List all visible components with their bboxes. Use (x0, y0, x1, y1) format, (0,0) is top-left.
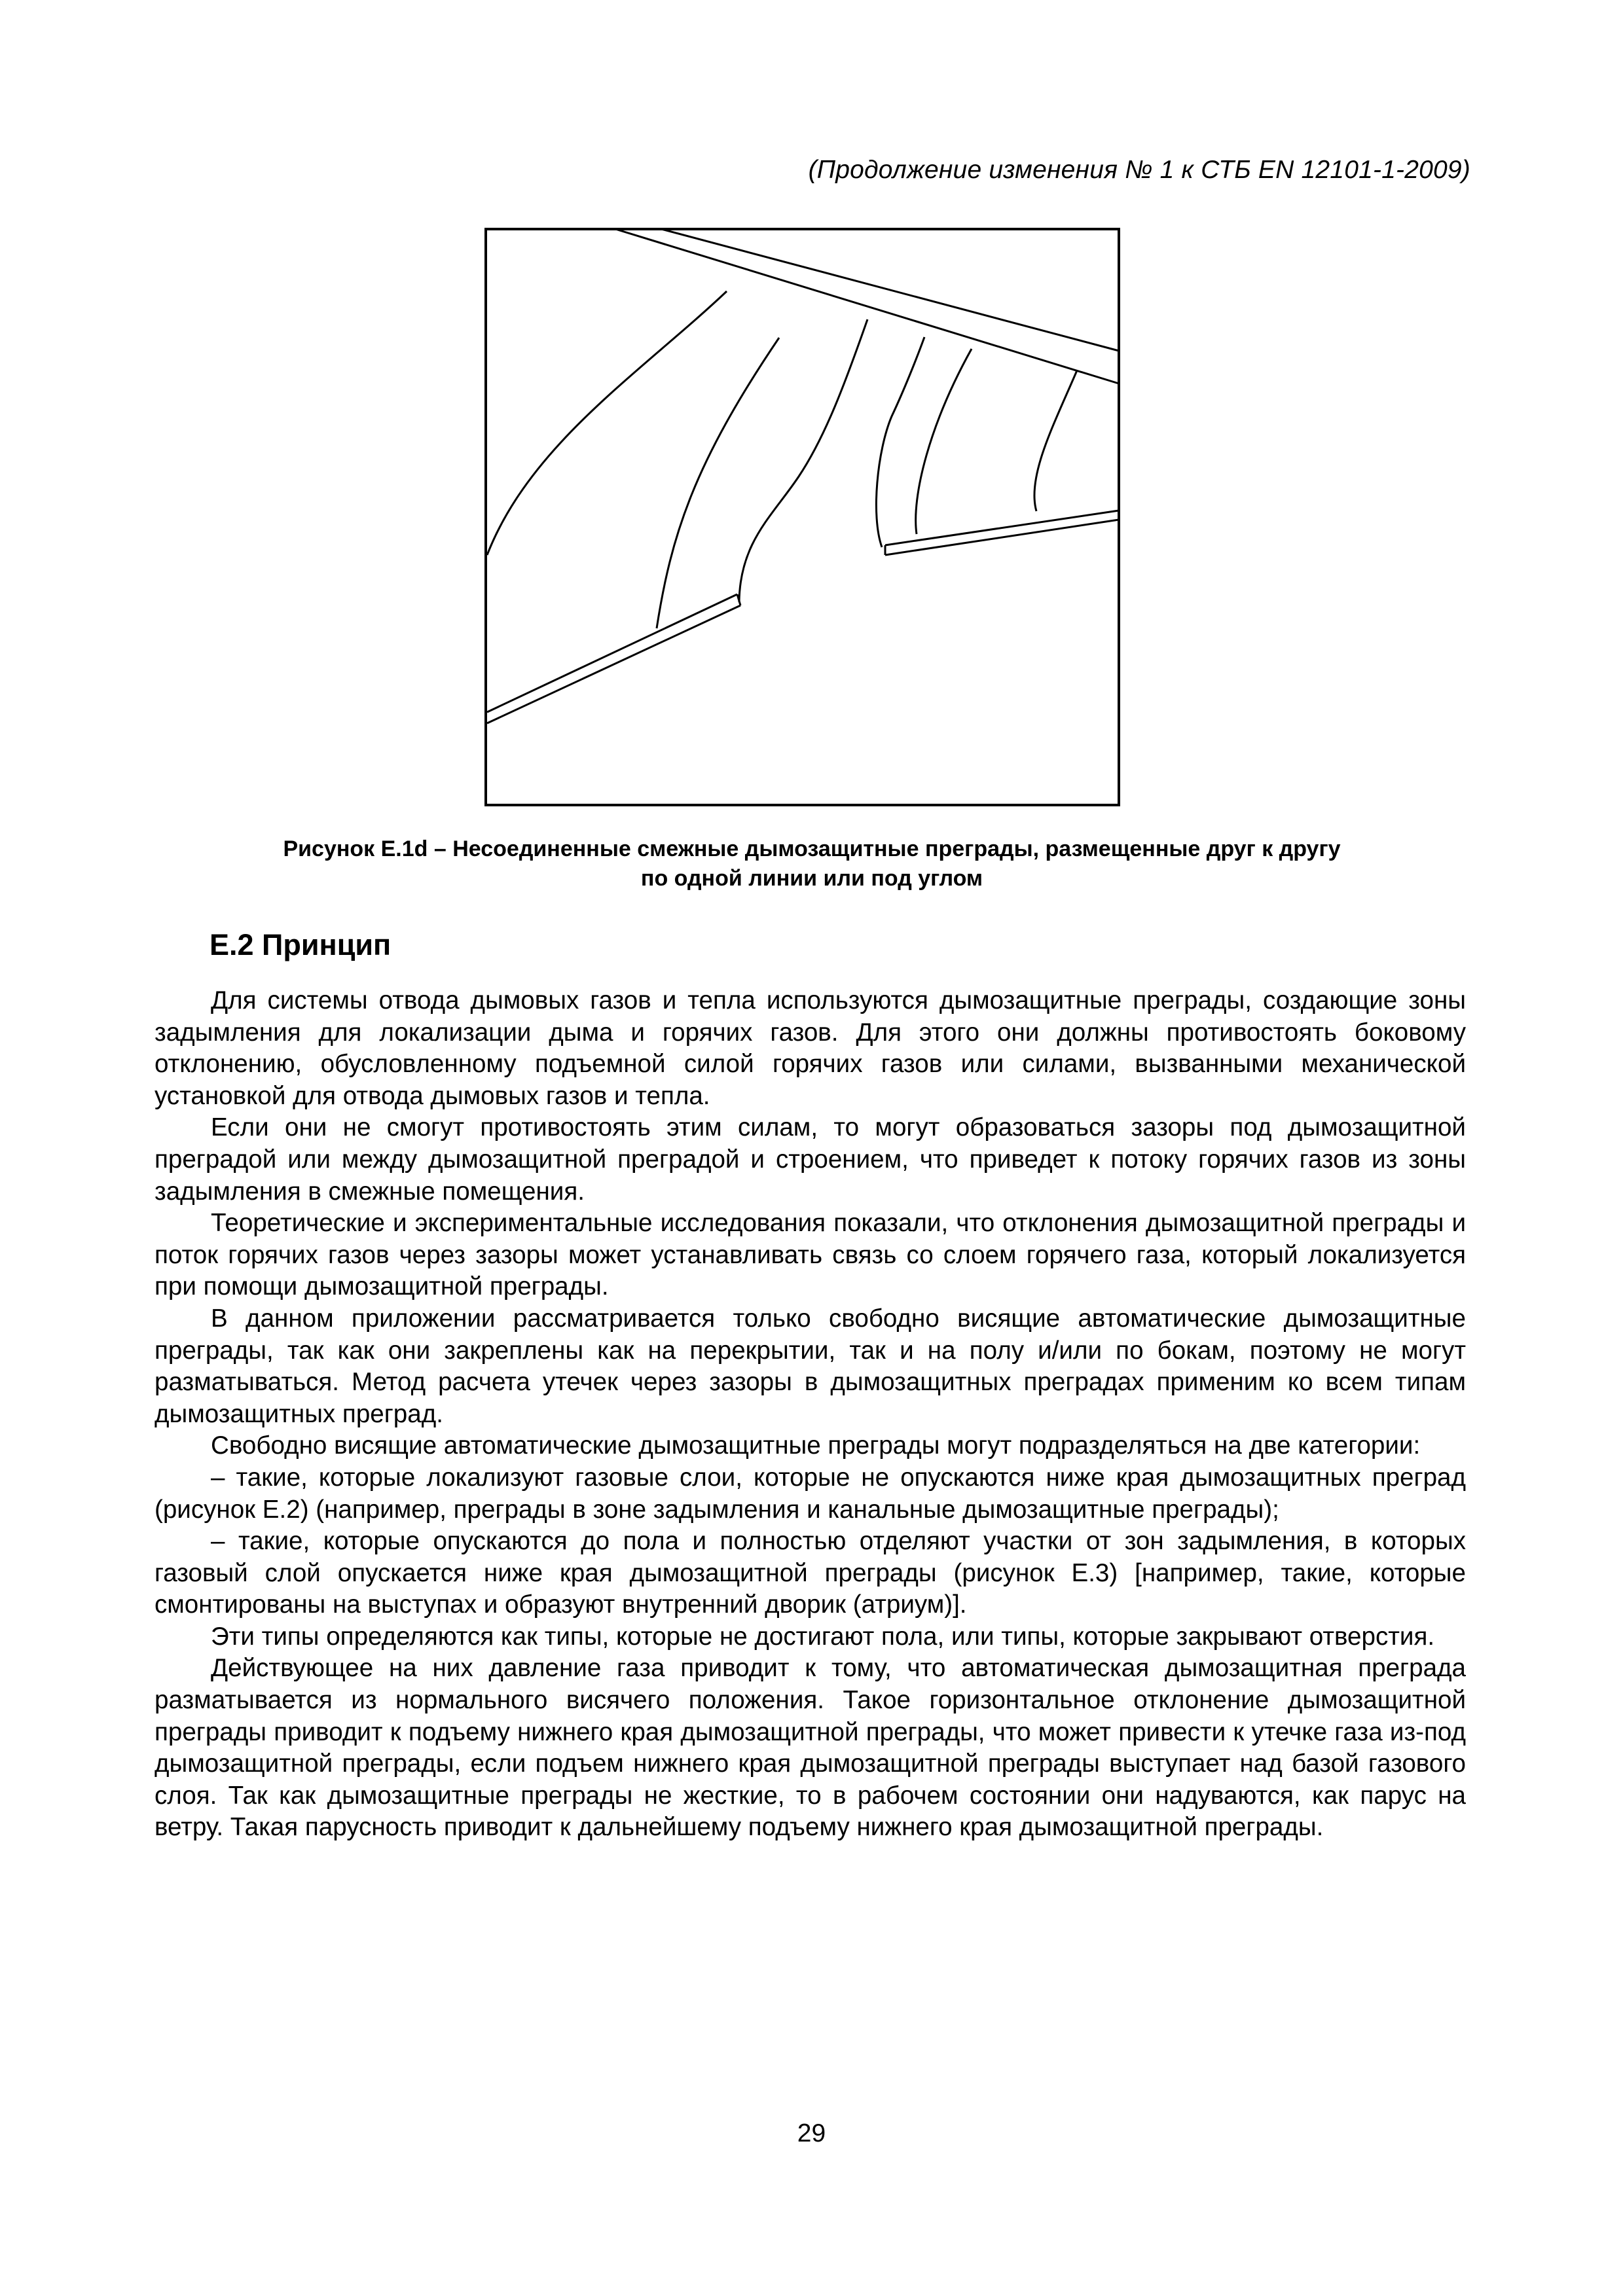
section-heading: Е.2 Принцип (210, 928, 392, 961)
right-barrier-curve-1 (876, 337, 924, 547)
running-header: (Продолжение изменения № 1 к СТБ EN 12101-1-2009) (808, 156, 1470, 184)
list-item: – такие, которые локализуют газовые слои, которые не опускаются ниже края дымозащитных преград (рисунок Е.2) (например, преграды в зоне задымления и канальные дымозащитные преграды); (155, 1463, 1466, 1524)
figure-frame (486, 229, 1119, 805)
section-body (155, 985, 1466, 1844)
left-barrier-outer-curve (487, 291, 727, 555)
paragraph: Эти типы определяются как типы, которые не достигают пола, или типы, которые закрывают отверстия. (211, 1622, 1435, 1651)
figure-caption-line-2: по одной линии или под углом (640, 866, 983, 891)
paragraph: В данном приложении рассматривается только свободно висящие автоматические дымозащитные преграды, так как они закреплены как на перекрытии, так и на полу и/или по бокам, поэтому не могут разматываться. Метод расчета утечек через зазоры в дымозащитных преградах применим ко всем типам дымозащитных преград. (155, 1304, 1466, 1428)
left-barrier-middle-curve (657, 338, 779, 628)
paragraph: Свободно висящие автоматические дымозащитные преграды могут подразделяться на две категории: (211, 1431, 1421, 1460)
list-item: – такие, которые опускаются до пола и полностью отделяют участки от зон задымления, в которых газовый слой опускается ниже края дымозащитной преграды (рисунок Е.3) [например, такие, которые смонтированы на выступах и образуют внутренний дворик (атриум)]. (155, 1527, 1466, 1619)
figure-caption (157, 834, 1467, 893)
right-barrier-top-edge (885, 511, 1119, 545)
right-barrier-curve-2 (916, 349, 972, 534)
left-barrier-bottom-edge-b (487, 605, 740, 723)
paragraph: Если они не смогут противостоять этим силам, то могут образоваться зазоры под дымозащитной преградой или между дымозащитной преградой и строением, что приведет к потоку горячих газов из зоны задымления в смежные помещения. (155, 1113, 1466, 1206)
ceiling-barrier-edge-lower (615, 229, 1119, 384)
page-number: 29 (797, 2119, 826, 2147)
figure-e1d-diagram (484, 228, 1120, 806)
left-barrier-bottom-edge-a (487, 594, 737, 712)
paragraph: Теоретические и экспериментальные исследования показали, что отклонения дымозащитной преграды и поток горячих газов через зазоры может устанавливать связь со слоем горячего газа, который локализуется при помощи дымозащитной преграды. (155, 1209, 1466, 1301)
figure-caption-line-1: Рисунок Е.1d – Несоединенные смежные дымозащитные преграды, размещенные друг к другу (283, 836, 1341, 861)
left-barrier-inner-curve (739, 319, 867, 602)
right-barrier-bottom-edge (885, 520, 1119, 555)
ceiling-barrier-edge-upper (661, 229, 1119, 351)
right-barrier-curve-3 (1034, 370, 1077, 511)
paragraph: Для системы отвода дымовых газов и тепла используются дымозащитные преграды, создающие зоны задымления для локализации дыма и горячих газов. Для этого они должны противостоять боковому отклонению, обусловленному подъемной силой горячих газов или силами, вызванными механической установкой для отвода дымовых газов и тепла. (155, 986, 1466, 1110)
paragraph: Действующее на них давление газа приводит к тому, что автоматическая дымозащитная преграда разматывается из нормального висячего положения. Такое горизонтальное отклонение дымозащитной преграды приводит к подъему нижнего края дымозащитной преграды, что может привести к утечке газа из-под дымозащитной преграды, если подъем нижнего края дымозащитной преграды выступает над базой газового слоя. Так как дымозащитные преграды не жесткие, то в рабочем состоянии они надуваются, как парус на ветру. Такая парусность приводит к дальнейшему подъему нижнего края дымозащитной преграды. (155, 1654, 1466, 1842)
